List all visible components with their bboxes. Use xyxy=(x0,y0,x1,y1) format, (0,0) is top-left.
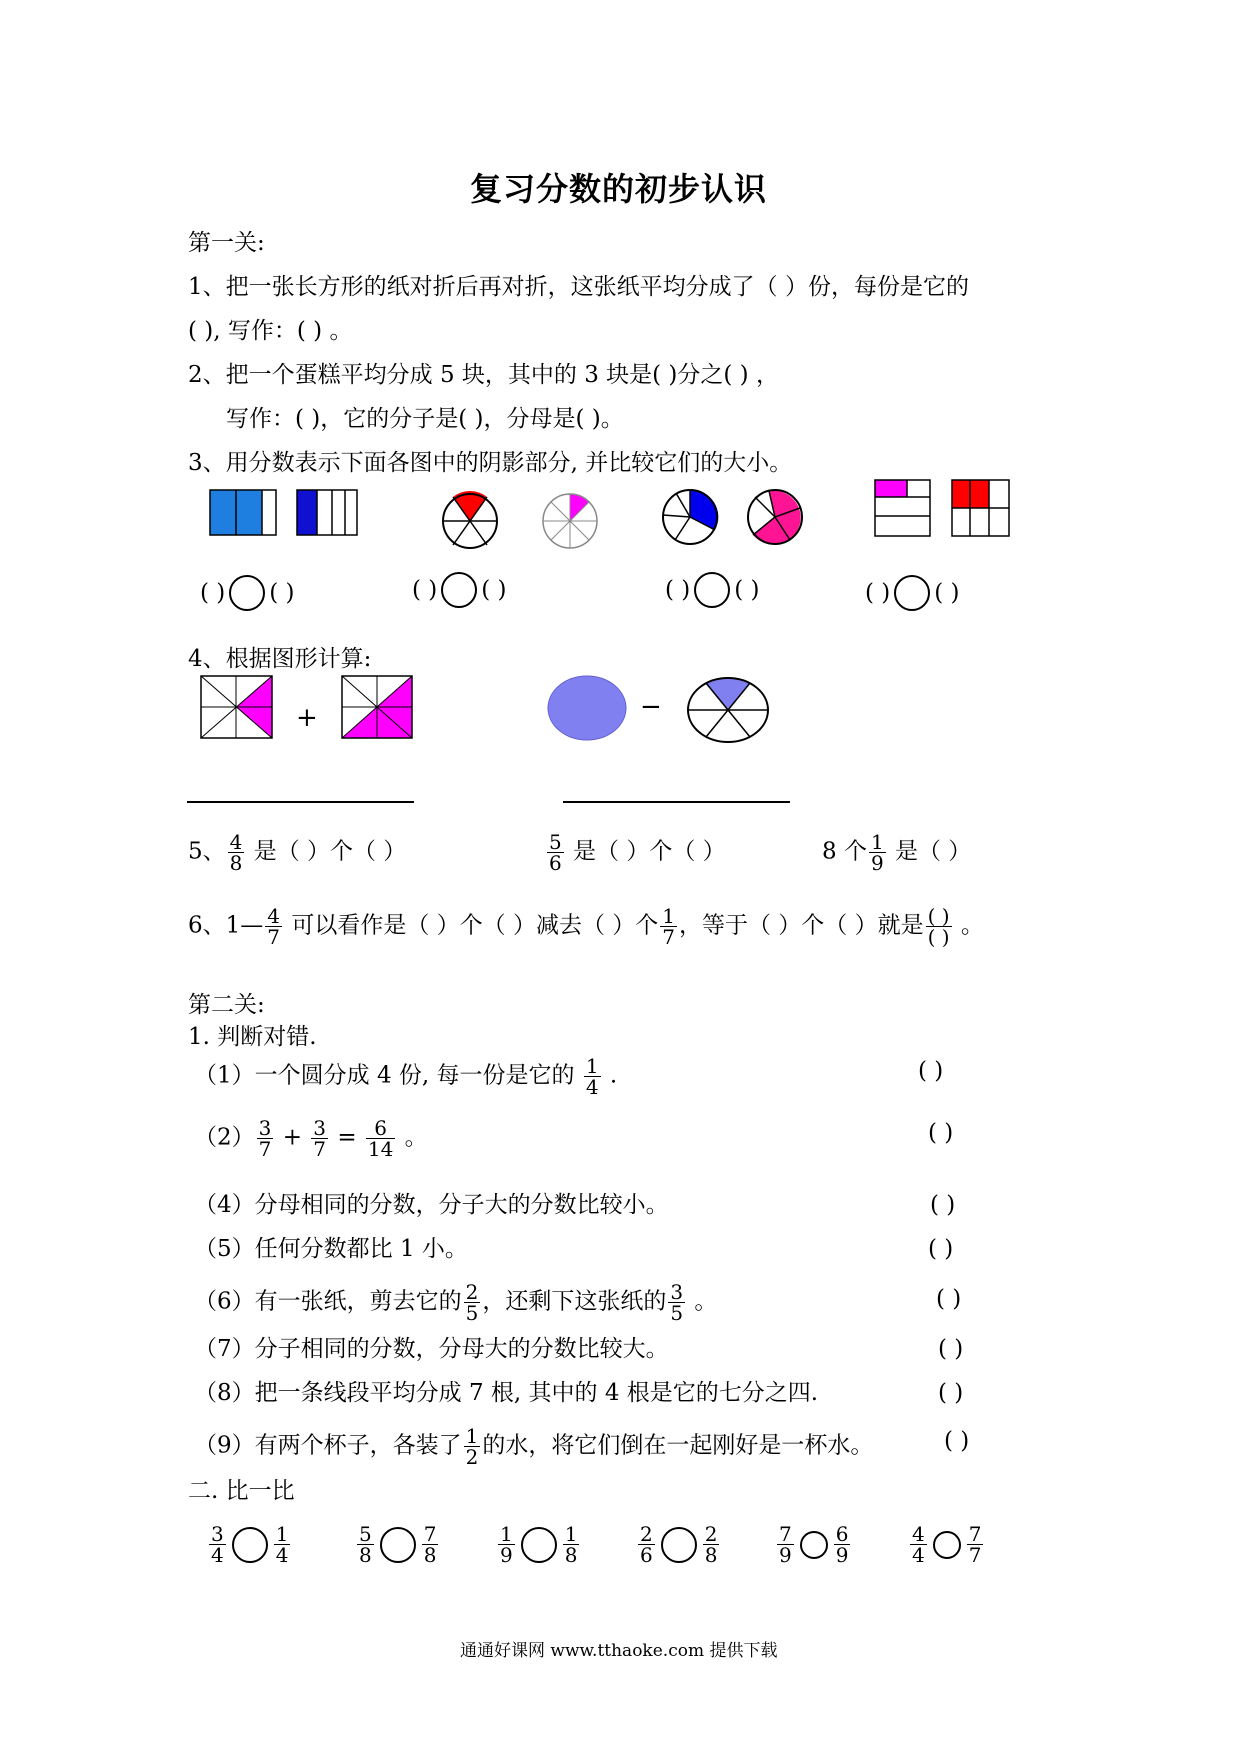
judge-after: . xyxy=(602,1062,618,1089)
footer: 通通好课网 www.tthaoke.com 提供下载 xyxy=(460,1641,778,1661)
judge-label: （9）有两个杯子，各装了 xyxy=(194,1432,462,1459)
answer-blank[interactable]: ( ) xyxy=(934,580,960,606)
q5-text-3: 是（ ） xyxy=(895,838,972,865)
fraction: $\frac{4}{4}$ xyxy=(912,1522,925,1567)
compare-item-1 xyxy=(207,1524,292,1565)
equals-sign: = xyxy=(337,1124,357,1151)
judge-item-8: （8）把一条线段平均分成 7 根, 其中的 4 根是它的七分之四. xyxy=(194,1380,819,1406)
question-2-line-2: 写作：( )，它的分子是( )，分母是( )。 xyxy=(226,406,624,432)
judge-label: （1）一个圆分成 4 份, 每一份是它的 xyxy=(194,1062,575,1089)
square-three-eighths-shaded xyxy=(342,676,412,738)
fraction: $\frac{6}{14}$ xyxy=(367,1116,394,1161)
judge-label: （6）有一张纸，剪去它的 xyxy=(194,1288,462,1315)
compare-item-6 xyxy=(908,1524,985,1565)
judge-blank-8[interactable]: ( ) xyxy=(938,1380,964,1406)
minus-sign: − xyxy=(640,692,662,722)
q6-prefix: 6、1— xyxy=(188,912,264,939)
compare-circle[interactable] xyxy=(521,1527,557,1563)
q5-text-2: 是（ ）个（ ） xyxy=(573,838,726,865)
judge-item-1 xyxy=(194,1056,617,1097)
fraction: $\frac{4}{8}$ xyxy=(229,830,243,875)
fraction: $\frac{4}{7}$ xyxy=(267,904,281,949)
fraction: $\frac{2}{8}$ xyxy=(704,1522,718,1567)
fraction: $\frac{7}{7}$ xyxy=(968,1522,982,1567)
plus-sign: + xyxy=(282,1124,302,1151)
judge-item-5: （5）任何分数都比 1 小。 xyxy=(194,1236,468,1262)
judge-after: 的水，将它们倒在一起刚好是一杯水。 xyxy=(482,1432,874,1459)
judge-blank-2[interactable]: ( ) xyxy=(928,1120,954,1146)
fraction: $\frac{3}{4}$ xyxy=(211,1522,224,1567)
fraction: $\frac{1}{4}$ xyxy=(275,1522,289,1567)
q5-prefix: 5、 xyxy=(188,838,226,865)
fraction: $\frac{1}{7}$ xyxy=(662,904,675,949)
fraction: $\frac{5}{8}$ xyxy=(359,1522,372,1567)
question-2-line-1: 2、把一个蛋糕平均分成 5 块，其中的 3 块是( )分之( ) ， xyxy=(188,362,779,388)
question-1-line-2: ( ), 写作：( ) 。 xyxy=(188,318,353,344)
fraction: $\frac{1}{9}$ xyxy=(870,830,884,875)
section-heading-1: 第一关: xyxy=(188,230,265,256)
fraction: $\frac{7}{8}$ xyxy=(423,1522,437,1567)
judge-label: （2） xyxy=(194,1124,255,1151)
judge-item-7: （7）分子相同的分数，分母大的分数比较大。 xyxy=(194,1336,669,1362)
compare-heading: 二. 比一比 xyxy=(188,1478,295,1504)
judge-blank-5[interactable]: ( ) xyxy=(928,1236,954,1262)
fraction: $\frac{1}{4}$ xyxy=(585,1054,599,1099)
judge-mid: ，还剩下这张纸的 xyxy=(482,1288,667,1315)
fraction: $\frac{3}{7}$ xyxy=(313,1116,327,1161)
q6-end: 。 xyxy=(953,912,984,939)
q6-mid-1: 可以看作是（ ）个（ ）减去（ ）个 xyxy=(284,912,659,939)
fraction: $\frac{2}{5}$ xyxy=(465,1280,479,1325)
answer-blank[interactable]: ( ) xyxy=(200,580,226,606)
judge-item-4: （4）分母相同的分数，分子大的分数比较小。 xyxy=(194,1192,669,1218)
compare-item-3 xyxy=(496,1524,581,1565)
fraction: $\frac{2}{6}$ xyxy=(640,1522,653,1567)
question-5-part-3 xyxy=(822,832,971,873)
fraction: $\frac{6}{9}$ xyxy=(835,1522,849,1567)
question-6 xyxy=(188,906,984,947)
question-1-line-1: 1、把一张长方形的纸对折后再对折，这张纸平均分成了（ ）份，每份是它的 xyxy=(188,274,969,300)
judge-blank-7[interactable]: ( ) xyxy=(938,1336,964,1362)
judge-heading: 1. 判断对错. xyxy=(188,1024,317,1050)
q5-pre-3: 8 个 xyxy=(822,838,867,865)
section-heading-2: 第二关: xyxy=(188,992,265,1018)
question-5-part-2 xyxy=(545,832,726,873)
q4-figures xyxy=(0,0,1240,800)
fraction: $\frac{3}{5}$ xyxy=(670,1280,684,1325)
answer-blank[interactable]: ( ) xyxy=(412,577,438,603)
fraction: $\frac{1}{8}$ xyxy=(564,1522,578,1567)
judge-after: 。 xyxy=(687,1288,718,1315)
judge-item-2 xyxy=(194,1118,428,1159)
compare-item-5 xyxy=(775,1524,852,1565)
judge-blank-4[interactable]: ( ) xyxy=(930,1192,956,1218)
compare-item-4 xyxy=(636,1524,721,1565)
judge-item-9 xyxy=(194,1426,873,1467)
answer-blank[interactable]: ( ) xyxy=(665,577,691,603)
answer-blank[interactable]: ( ) xyxy=(865,580,891,606)
fraction: $\frac{1}{2}$ xyxy=(465,1424,479,1469)
compare-circle[interactable] xyxy=(800,1531,828,1559)
answer-blank[interactable]: ( ) xyxy=(269,580,295,606)
fraction: $\frac{7}{9}$ xyxy=(779,1522,792,1567)
plus-sign: + xyxy=(296,703,318,733)
compare-circle[interactable] xyxy=(661,1527,697,1563)
q5-text-1: 是（ ）个（ ） xyxy=(253,838,407,865)
question-3: 3、用分数表示下面各图中的阴影部分, 并比较它们的大小。 xyxy=(188,450,793,476)
fraction: $\frac{5}{6}$ xyxy=(549,830,562,875)
judge-blank-1[interactable]: ( ) xyxy=(918,1058,944,1084)
compare-item-2 xyxy=(355,1524,440,1565)
answer-blank[interactable]: ( ) xyxy=(481,577,507,603)
fraction: $\frac{1}{9}$ xyxy=(500,1522,513,1567)
square-two-eighths-shaded xyxy=(201,676,272,738)
judge-after: 。 xyxy=(397,1124,428,1151)
whole-ellipse xyxy=(548,676,626,740)
judge-item-6 xyxy=(194,1282,717,1323)
ellipse-one-sixth-shaded xyxy=(688,678,768,742)
q6-mid-2: ，等于（ ）个（ ）就是 xyxy=(679,912,924,939)
fraction: $\frac{3}{7}$ xyxy=(258,1116,272,1161)
question-4: 4、根据图形计算: xyxy=(188,646,372,672)
answer-blank[interactable]: ( ) xyxy=(734,577,760,603)
compare-circle[interactable] xyxy=(232,1527,268,1563)
question-5 xyxy=(188,832,406,873)
judge-blank-6[interactable]: ( ) xyxy=(936,1286,962,1312)
fraction-blank[interactable]: $\frac{( )}{( )}$ xyxy=(927,904,950,949)
judge-blank-9[interactable]: ( ) xyxy=(944,1428,970,1454)
compare-circle[interactable] xyxy=(380,1527,416,1563)
page-title: 复习分数的初步认识 xyxy=(470,170,768,208)
compare-circle[interactable] xyxy=(933,1531,961,1559)
